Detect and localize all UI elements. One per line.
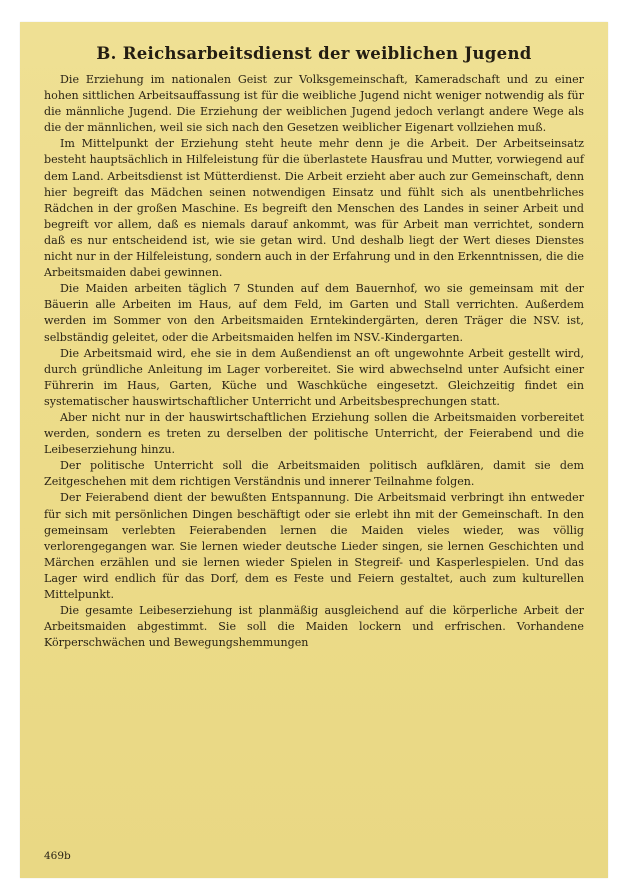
paragraph: Der Feierabend dient der bewußten Entspannung. Die Arbeitsmaid verbringt ihn entweder für sich mit persönlichen Dingen beschäftigt oder sie erlebt ihn mit der Gemeinschaft. In den gemeinsam verlebten Feierabenden lernen die Maiden vieles wieder, was völlig verlorengegangen war. Sie lernen wieder deutsche Lieder singen, sie lernen Geschichten und Märchen erzählen und sie lernen wieder Spielen in Stegreif- und Kasperlespielen. Und das Lager wird endlich für das Dorf, dem es Feste und Feiern gestaltet, auch zum kulturellen Mittelpunkt.: [44, 491, 584, 601]
page-number: 469b: [44, 850, 71, 862]
document-page: [20, 22, 608, 878]
paragraph: Der politische Unterricht soll die Arbeitsmaiden politisch aufklären, damit sie dem Zeitgeschehen mit dem richtigen Verständnis und innerer Teilnahme folgen.: [44, 459, 584, 489]
paragraph: Die gesamte Leibeserziehung ist planmäßig ausgleichend auf die körperliche Arbeit der Arbeitsmaiden abgestimmt. Sie soll die Maiden lockern und erfrischen. Vorhandene Körperschwächen und Bewegungshemmungen: [44, 604, 584, 650]
paragraph: Die Erziehung im nationalen Geist zur Volksgemeinschaft, Kameradschaft und zu einer hohen sittlichen Arbeitsauffassung ist für die weibliche Jugend nicht weniger notwendig als für die männliche Jugend. Die Erziehung der weiblichen Jugend jedoch verlangt andere Wege als die der männlichen, weil sie sich nach den Gesetzen weiblicher Eigenart vollziehen muß.: [44, 73, 584, 135]
paragraph: Die Maiden arbeiten täglich 7 Stunden auf dem Bauernhof, wo sie gemeinsam mit der Bäuerin alle Arbeiten im Haus, auf dem Feld, im Garten und Stall verrichten. Außerdem werden im Sommer von den Arbeitsmaiden Erntekindergärten, deren Träger die NSV. ist, selbständig geleitet, oder die Arbeitsmaiden helfen im NSV.-Kindergarten.: [44, 282, 584, 344]
paragraph: Im Mittelpunkt der Erziehung steht heute mehr denn je die Arbeit. Der Arbeitseinsatz besteht hauptsächlich in Hilfeleistung für die überlastete Hausfrau und Mutter, vorwiegend auf dem Land. Arbeitsdienst ist Mütterdienst. Die Arbeit erzieht aber auch zur Gemeinschaft, denn hier begreift das Mädchen seinen notwendigen Einsatz und fühlt sich als unentbehrliches Rädchen in der großen Maschine. Es begreift den Menschen des Landes in seiner Arbeit und begreift vor allem, daß es niemals darauf ankommt, was für Arbeit man verrichtet, sondern daß es nur entscheidend ist, wie sie getan wird. Und deshalb liegt der Wert dieses Dienstes nicht nur in der Hilfeleistung, sondern auch in der Erfahrung und in den Erkenntnissen, die die Arbeitsmaiden dabei gewinnen.: [44, 137, 584, 280]
section-title: B. Reichsarbeitsdienst der weiblichen Jugend: [96, 44, 532, 63]
document-body: [44, 72, 584, 651]
paragraph: Aber nicht nur in der hauswirtschaftlichen Erziehung sollen die Arbeitsmaiden vorbereitet werden, sondern es treten zu derselben der politische Unterricht, der Feierabend und die Leibeserziehung hinzu.: [44, 410, 584, 457]
paragraph: Die Arbeitsmaid wird, ehe sie in dem Außendienst an oft ungewohnte Arbeit gestellt wird, durch gründliche Anleitung im Lager vorbereitet. Sie wird abwechselnd unter Aufsicht einer Führerin im Haus, Garten, Küche und Waschküche eingesetzt. Gleichzeitig findet ein systematischer hauswirtschaftlicher Unterricht und Arbeitsbesprechungen statt.: [44, 346, 584, 408]
